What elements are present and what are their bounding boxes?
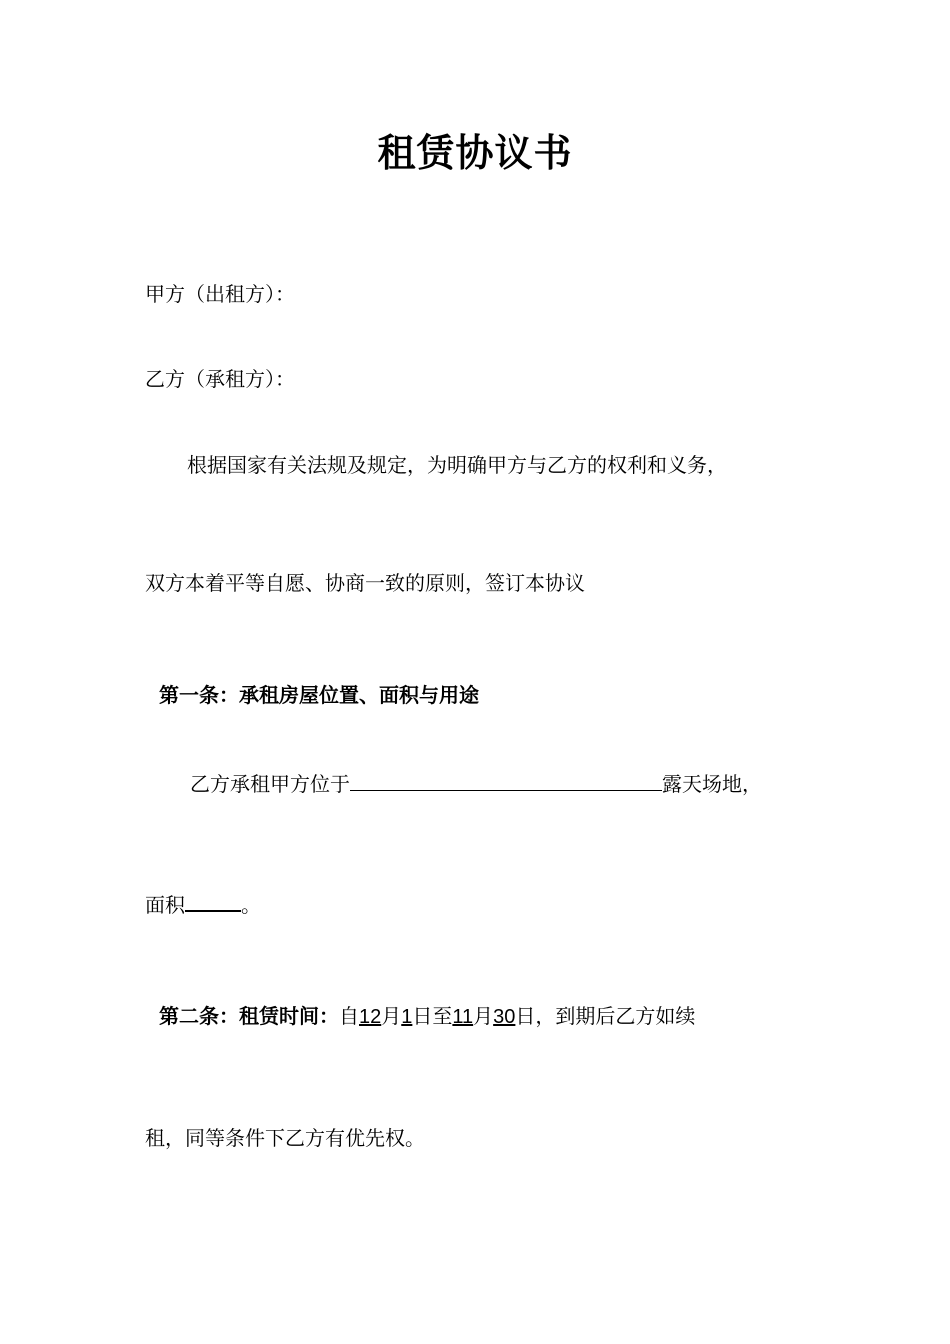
month-char-1: 月 (381, 1004, 402, 1028)
area-prefix: 面积 (145, 893, 185, 917)
location-prefix: 乙方承租甲方位于 (190, 772, 350, 796)
start-month: 12 (359, 1006, 382, 1028)
preamble-line-1: 根据国家有关法规及规定，为明确甲方与乙方的权利和义务， (187, 453, 727, 477)
article-1-area-line (145, 888, 261, 919)
day-char-1: 日至 (412, 1004, 453, 1028)
end-day: 30 (493, 1006, 516, 1028)
article-1-location-line (190, 768, 762, 798)
end-month: 11 (452, 1006, 474, 1028)
location-suffix: 露天场地， (662, 772, 762, 796)
day-char-2: 日，到期后乙方如续 (515, 1004, 696, 1028)
start-day: 1 (401, 1006, 413, 1028)
article-2-from: 自 (339, 1004, 359, 1028)
article-2-line-1 (159, 1002, 695, 1031)
preamble-line-2: 双方本着平等自愿、协商一致的原则，签订本协议 (145, 571, 585, 595)
month-char-2: 月 (473, 1004, 494, 1028)
article-1-heading: 第一条：承租房屋位置、面积与用途 (159, 683, 479, 707)
location-blank (350, 768, 662, 791)
article-2-heading: 第二条：租赁时间： (159, 1004, 339, 1028)
article-2-line-2: 租，同等条件下乙方有优先权。 (145, 1126, 425, 1150)
party-b-line: 乙方（承租方）： (145, 367, 295, 391)
area-suffix: 。 (241, 893, 261, 917)
document-title: 租赁协议书 (377, 130, 573, 175)
area-blank (185, 888, 241, 912)
party-a-line: 甲方（出租方）： (145, 282, 295, 306)
